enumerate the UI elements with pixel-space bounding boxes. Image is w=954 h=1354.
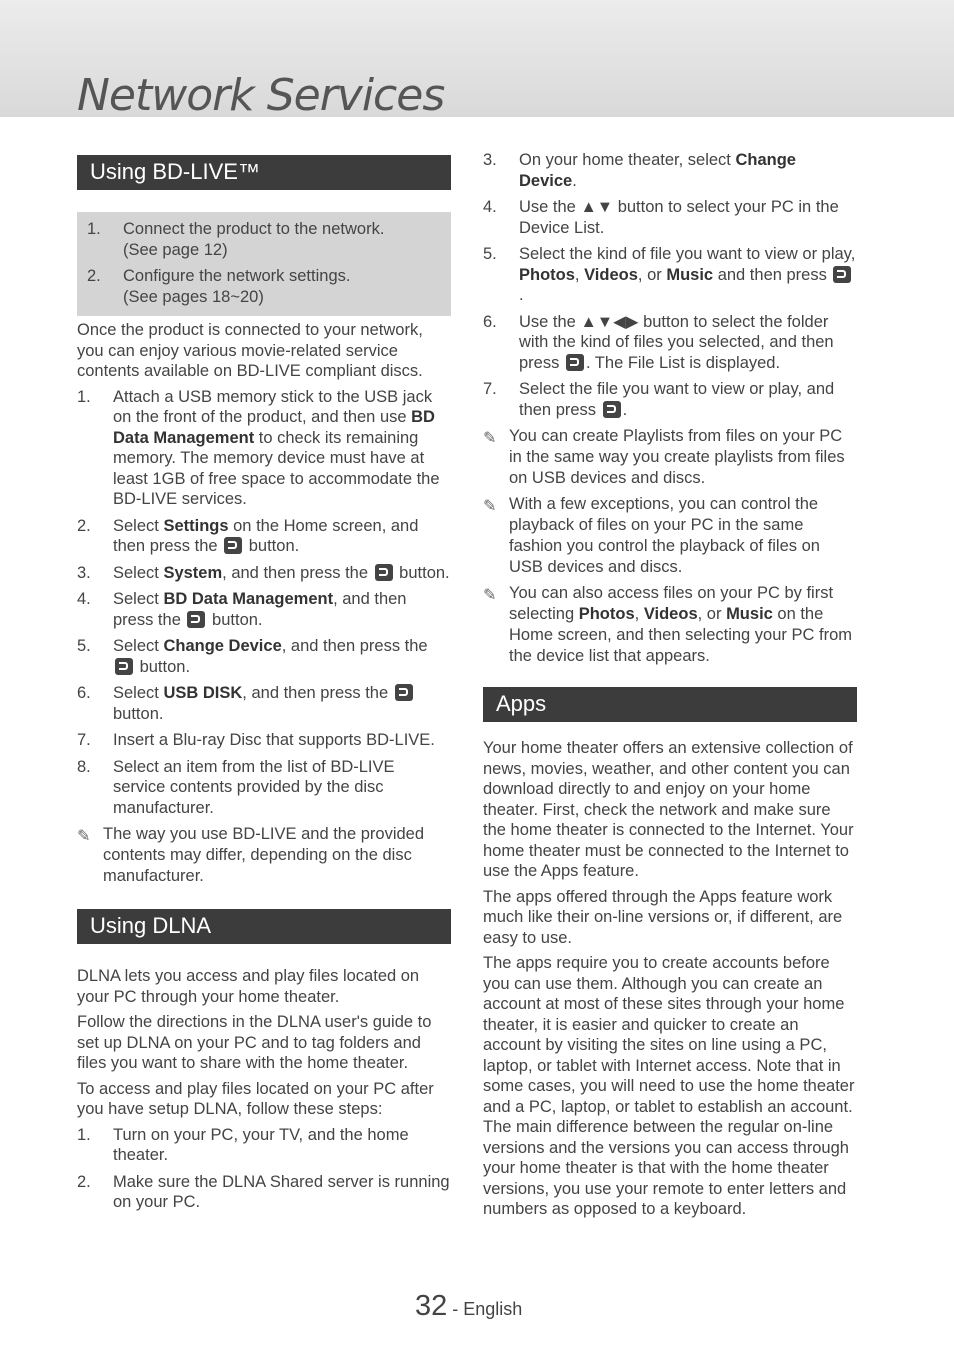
prerequisite-box <box>77 212 451 316</box>
step-subtext: (See page 12) <box>123 240 228 259</box>
step-text: and then press <box>713 265 832 284</box>
step-item <box>77 563 451 584</box>
menu-term: Music <box>666 265 714 284</box>
dlna-paragraph: Follow the directions in the DLNA user's guide to set up DLNA on your PC and to tag folders and files you want to share with the home theater. <box>77 1013 432 1072</box>
step-text: Select an item from the list of BD-LIVE service contents provided by the disc manufacturer. <box>113 757 395 817</box>
step-subtext: (See pages 18~20) <box>123 287 264 306</box>
left-column <box>77 155 451 1219</box>
step-item <box>483 244 857 306</box>
step-text: Insert a Blu-ray Disc that supports BD-LIVE. <box>113 731 435 749</box>
step-number: 1. <box>77 387 91 406</box>
step-item <box>77 589 451 630</box>
apps-paragraph: Your home theater offers an extensive collection of news, movies, weather, and other content you can download directly to and enjoy on your home theater. First, check the network and make sure the home theater is connected to the Internet. Your home theater must be connected to the Internet to use the Apps feature. <box>483 739 854 880</box>
enter-button-icon <box>603 401 621 418</box>
step-number: 2. <box>87 267 101 285</box>
step-text: Select <box>113 637 164 655</box>
apps-paragraph: The apps require you to create accounts before you can use them. Although you can create an account at most of these sites through your home theater, it is easier and quicker to create an account by visiting the sites on line using a PC, laptop, or tablet with Internet access. Note that in some cases, you will need to use the home theater and a PC, laptop, or tablet to establish an account. The main difference between the regular on-line versions and the versions you can access through your home theater is that with the home theater versions, you use your remote to enter letters and numbers as opposed to a keyboard. <box>483 954 855 1218</box>
note <box>483 494 857 578</box>
step-number: 6. <box>77 684 91 702</box>
page-header <box>0 0 954 121</box>
step-text: button. <box>135 657 191 676</box>
enter-button-icon <box>833 266 851 283</box>
note-text: You can create Playlists from files on your PC in the same way you create playlists from files on USB devices and discs. <box>509 427 845 487</box>
step-text: , and then press the <box>242 684 393 702</box>
step-item <box>77 387 451 510</box>
step-text: On your home theater, select <box>519 151 736 169</box>
step-item <box>483 197 857 238</box>
dlna-steps-part2 <box>483 150 857 420</box>
step-text: Make sure the DLNA Shared server is running on your PC. <box>113 1172 450 1211</box>
step-text: , and then press the <box>113 590 407 629</box>
section-heading-bdlive: Using BD-LIVE™ <box>77 155 451 190</box>
step-item <box>77 636 451 677</box>
step-text: Select <box>113 590 164 608</box>
step-item <box>77 516 451 557</box>
arrow-buttons-icon: ▲▼◀▶ <box>580 312 639 331</box>
step-item <box>77 1125 451 1166</box>
step-number: 1. <box>77 1125 91 1144</box>
step-text: . <box>572 171 577 190</box>
step-text: button. <box>113 704 164 723</box>
note-text: You can also access files on your PC by first selecting <box>509 584 834 623</box>
bdlive-intro: Once the product is connected to your network, you can enjoy various movie-related service contents available on BD-LIVE compliant discs. <box>77 321 423 380</box>
note-text: , or <box>697 605 727 623</box>
step-text: Select the kind of file you want to view or play, <box>519 245 856 263</box>
enter-button-icon <box>224 537 242 554</box>
menu-term: Settings <box>163 516 229 535</box>
bdlive-steps <box>77 387 451 819</box>
step-text: , <box>574 265 585 284</box>
dlna-steps-part1 <box>77 1125 451 1213</box>
step-number: 7. <box>483 380 497 398</box>
menu-term: Change Device <box>163 637 282 655</box>
step-number: 4. <box>483 198 497 216</box>
note <box>77 824 451 887</box>
step-text: , or <box>637 265 667 284</box>
step-text: Turn on your PC, your TV, and the home theater. <box>113 1125 409 1164</box>
pencil-icon: ✎ <box>483 498 497 515</box>
step-text: Attach a USB memory stick to the USB jack on the front of the product, and then use <box>113 387 433 426</box>
step-text: , and then press the <box>222 563 373 582</box>
page-language: - English <box>452 1299 523 1319</box>
note-text: The way you use BD-LIVE and the provided contents may differ, depending on the disc manufacturer. <box>103 825 425 885</box>
prereq-step <box>87 266 441 307</box>
note <box>483 583 857 667</box>
step-text: Use the <box>519 312 581 331</box>
step-number: 3. <box>77 563 91 582</box>
step-text: . <box>622 400 628 419</box>
step-item <box>77 1172 451 1213</box>
dlna-paragraph: DLNA lets you access and play files located on your PC through your home theater. <box>77 967 420 1006</box>
step-number: 4. <box>77 590 91 608</box>
menu-term: System <box>163 563 223 582</box>
step-text: Select the file you want to view or play, and then press <box>519 380 835 419</box>
note-text: , <box>634 605 644 623</box>
step-text: on the Home screen, and then press the <box>113 516 419 555</box>
menu-term: BD Data Management <box>163 590 334 608</box>
enter-button-icon <box>375 564 393 581</box>
step-number: 7. <box>77 731 91 749</box>
menu-term: BD Data Management <box>113 408 435 447</box>
menu-term: Photos <box>519 265 575 284</box>
pencil-icon: ✎ <box>483 587 497 604</box>
enter-button-icon <box>395 684 413 701</box>
section-heading-dlna: Using DLNA <box>77 909 451 944</box>
step-text: button. <box>244 537 300 555</box>
dlna-paragraph: To access and play files located on your PC after you have setup DLNA, follow these steps: <box>77 1079 434 1118</box>
step-item <box>77 730 451 751</box>
step-text: Select <box>113 684 164 702</box>
step-item <box>483 379 857 420</box>
menu-term: Photos <box>578 605 635 623</box>
note <box>483 426 857 489</box>
apps-paragraph: The apps offered through the Apps feature work much like their on-line versions or, if different, are easy to use. <box>483 887 843 947</box>
note-text: With a few exceptions, you can control the playback of files on your PC in the same fashion you control the playback of files on USB devices and discs. <box>509 495 820 576</box>
enter-button-icon <box>566 354 584 371</box>
step-number: 3. <box>483 151 497 169</box>
step-text: Use the <box>519 198 581 216</box>
step-item <box>483 312 857 374</box>
menu-term: Change Device <box>519 151 796 190</box>
step-text: to check its remaining memory. The memory device must have at least 1GB of free space to accommodate the BD-LIVE services. <box>113 428 440 508</box>
menu-term: Videos <box>643 605 698 623</box>
step-text: button to select your PC in the Device List. <box>519 198 839 237</box>
step-text: Configure the network settings. <box>123 267 351 285</box>
prereq-step <box>87 219 441 260</box>
step-text: button. <box>394 563 450 582</box>
step-item <box>77 683 451 724</box>
note-text: on the Home screen, and then selecting your PC from the device list that appears. <box>509 605 852 665</box>
step-item <box>77 757 451 819</box>
step-text: button to select the folder with the kind of files you selected, and then press <box>519 312 834 372</box>
step-text: , and then press the <box>281 637 428 655</box>
step-text: . <box>519 286 524 304</box>
step-number: 1. <box>87 220 101 238</box>
step-text: button. <box>207 610 263 629</box>
step-item <box>483 150 857 191</box>
pencil-icon: ✎ <box>483 430 497 447</box>
section-heading-apps: Apps <box>483 687 857 722</box>
enter-button-icon <box>187 611 205 628</box>
arrow-buttons-icon: ▲▼ <box>580 198 614 216</box>
page-footer <box>415 1290 522 1323</box>
step-number: 6. <box>483 312 497 331</box>
menu-term: USB DISK <box>163 684 243 702</box>
menu-term: Music <box>726 605 773 623</box>
enter-button-icon <box>115 658 133 675</box>
step-number: 2. <box>77 1172 91 1191</box>
step-number: 5. <box>77 637 91 655</box>
menu-term: Videos <box>584 265 638 284</box>
page-number: 32 <box>415 1290 448 1322</box>
step-text: Select <box>113 516 164 535</box>
step-number: 5. <box>483 245 497 263</box>
right-column <box>483 150 857 1225</box>
step-text: Connect the product to the network. <box>123 220 385 238</box>
step-text: Select <box>113 563 164 582</box>
step-number: 2. <box>77 516 91 535</box>
step-text: . The File List is displayed. <box>585 353 781 372</box>
step-number: 8. <box>77 757 91 776</box>
page-title: Network Services <box>77 70 445 121</box>
pencil-icon: ✎ <box>77 828 91 845</box>
